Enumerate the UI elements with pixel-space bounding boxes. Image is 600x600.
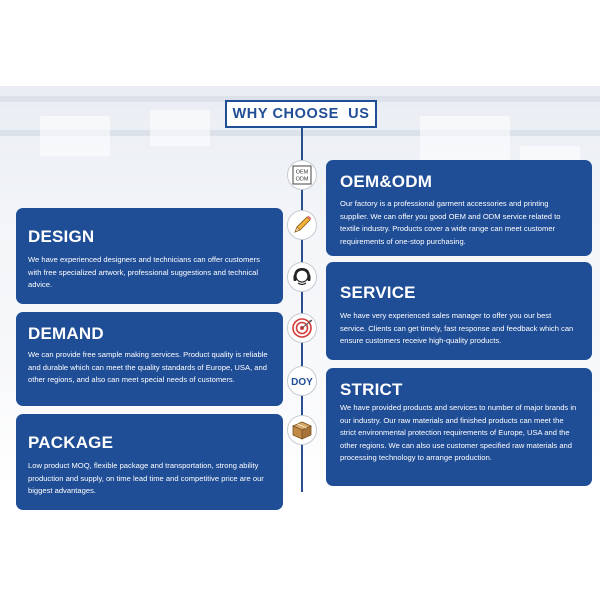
- package-box-icon: [287, 415, 317, 445]
- oem-odm-icon: [287, 160, 317, 190]
- window-light: [40, 116, 110, 156]
- headset-icon: [287, 262, 317, 292]
- oem-odm-card: [326, 160, 592, 256]
- section-title: WHY CHOOSE US: [232, 106, 370, 122]
- svg-text:OEM: OEM: [295, 169, 309, 176]
- demand-card: [16, 312, 283, 406]
- card-title: PACKAGE: [28, 433, 114, 452]
- card-title: STRICT: [340, 380, 403, 399]
- design-card: [16, 208, 283, 304]
- pencil-icon: [287, 210, 317, 240]
- card-title: DEMAND: [28, 324, 104, 343]
- card-text: We can provide free sample making services. Product quality is reliable and durable which can meet the quality standards of Europe, USA, and other regions, and also can meet special needs of customers.: [28, 350, 268, 384]
- strict-card: [326, 368, 592, 486]
- card-text: We have experienced designers and technicians can offer customers with free specialized artwork, professional suggestions and technical advice.: [28, 255, 260, 289]
- card-text: We have very experienced sales manager to offer you our best service. Clients can get timely, fast response and feedback which can ensure customers receive high-quality products.: [340, 311, 574, 345]
- svg-text:DOY: DOY: [291, 377, 313, 388]
- package-card: [16, 414, 283, 510]
- card-title: DESIGN: [28, 227, 95, 246]
- window-light: [420, 116, 510, 160]
- card-title: OEM&ODM: [340, 172, 433, 191]
- section-title-box: [225, 100, 377, 128]
- target-icon: [287, 313, 317, 343]
- card-text: We have provided products and services to number of major brands in our industry. Our raw materials and finished products can meet the strict environmental protection requirements of Europe, USA and the other regions. We can also use customer specified raw materials and processing technology to arrange production.: [340, 403, 577, 462]
- card-text: Our factory is a professional garment accessories and printing supplier. We can offer you good OEM and ODM service related to textile industry. Products cover a wide range can meet customer requirements of one-stop purchasing.: [340, 199, 561, 246]
- window-light: [150, 110, 210, 146]
- svg-text:ODM: ODM: [295, 176, 309, 183]
- card-title: SERVICE: [340, 283, 416, 302]
- service-card: [326, 262, 592, 360]
- card-text: Low product MOQ, flexible package and transportation, strong ability production and supply, on time lead time and competitive price are our biggest advantages.: [28, 461, 264, 495]
- doy-icon: [287, 366, 317, 396]
